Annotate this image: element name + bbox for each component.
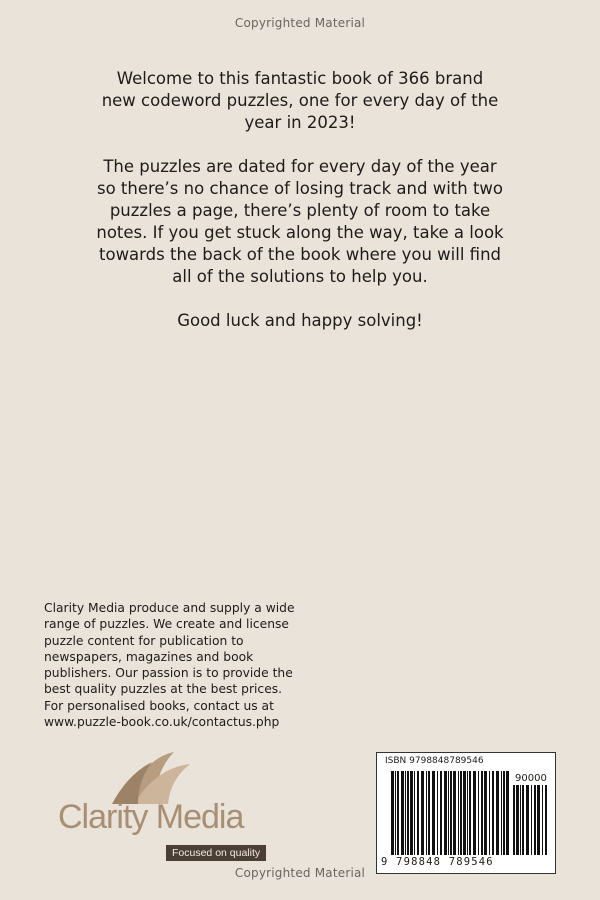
copyright-watermark-bottom: Copyrighted Material [234, 866, 366, 880]
logo-wordmark: Clarity Media [58, 798, 244, 836]
logo-tagline: Focused on quality [166, 845, 266, 861]
intro-paragraph-details: The puzzles are dated for every day of the year so there’s no chance of losing track and with two puzzles a page, there’s plenty of room to take notes. If you get stuck along the way, take a look towards the back of the book where you will find all of the solutions to help you. [96, 157, 504, 286]
intro-paragraph-welcome: Welcome to this fantastic book of 366 brand new codeword puzzles, one for every day of the year in 2023! [101, 69, 499, 132]
addon-barcode-bars [513, 785, 549, 855]
isbn-barcode [376, 752, 556, 874]
price-code: 90000 [515, 773, 547, 784]
barcode-bars [391, 771, 509, 855]
intro-paragraph-signoff: Good luck and happy solving! [177, 311, 423, 330]
copyright-watermark-top: Copyrighted Material [234, 16, 366, 30]
intro-text [90, 68, 510, 354]
clarity-media-logo [54, 748, 284, 868]
publisher-blurb: Clarity Media produce and supply a wide range of puzzles. We create and license puzzle content for publication to newspapers, magazines and book publishers. Our passion is to provide the best quality puzzles at the best prices. For personalised books, contact us at www.puzzle-book.co.uk/contactus.php [44, 601, 295, 730]
barcode-digits: 9 798848 789546 [381, 856, 494, 868]
isbn-label: ISBN 9798848789546 [385, 756, 484, 766]
